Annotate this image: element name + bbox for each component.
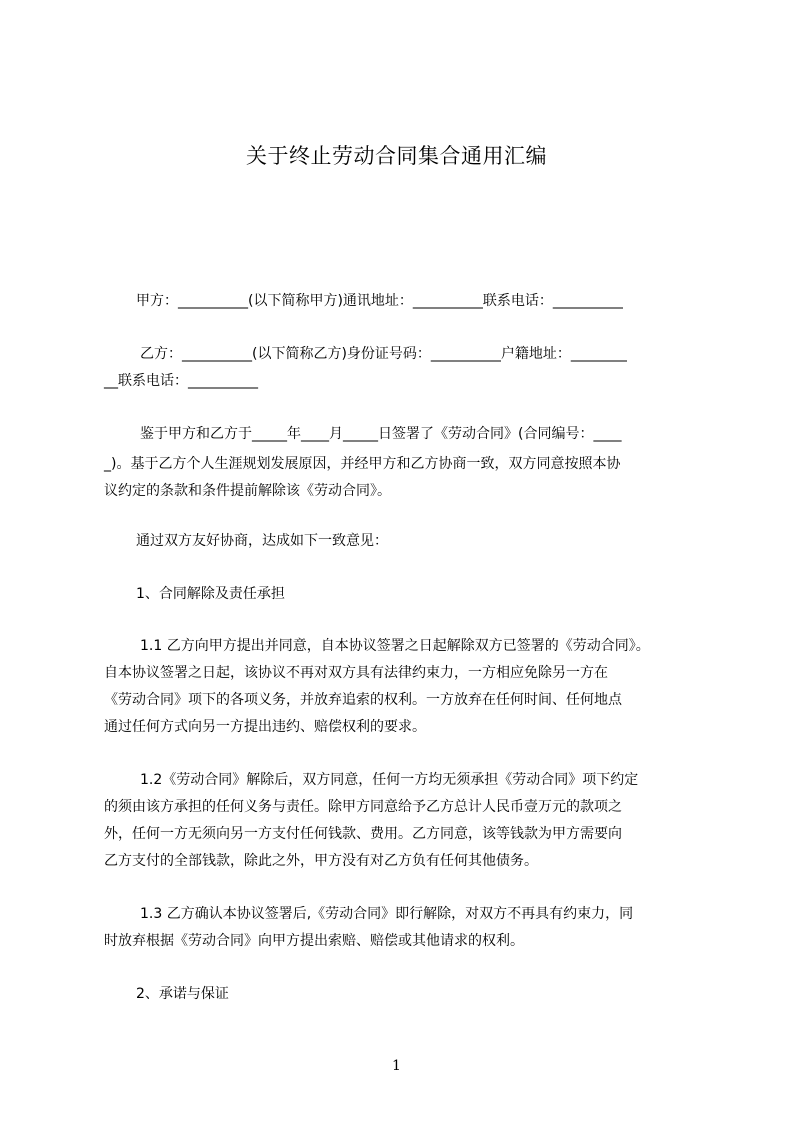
section-2-heading: 2、承诺与保证 — [136, 986, 229, 1002]
clause-1-1-line-3: 《劳动合同》项下的各项义务，并放弃追索的权利。一方放弃在任何时间、任何地点 — [104, 692, 622, 708]
clause-1-2-line-1: 1.2《劳动合同》解除后，双方同意，任何一方均无须承担《劳动合同》项下约定 — [140, 772, 639, 788]
preamble-line-3: 议约定的条款和条件提前解除该《劳动合同》。 — [104, 483, 391, 499]
section-1-heading: 1、合同解除及责任承担 — [136, 586, 285, 602]
clause-1-3-line-1: 1.3 乙方确认本协议签署后,《劳动合同》即行解除，对双方不再具有约束力，同 — [140, 906, 634, 922]
clause-1-3-line-2: 时放弃根据《劳动合同》向甲方提出索赔、赔偿或其他请求的权利。 — [104, 933, 524, 949]
clause-1-2-line-3: 外，任何一方无须向另一方支付任何钱款、费用。乙方同意，该等钱款为甲方需要向 — [104, 826, 622, 842]
party-b-line-2: __联系电话：__________ — [104, 373, 258, 389]
preamble-line-1: 鉴于甲方和乙方于_____年____月_____日签署了《劳动合同》(合同编号：____ — [140, 426, 622, 442]
page-number: 1 — [392, 1058, 401, 1074]
party-b-line-1: 乙方：__________(以下简称乙方)身份证号码：__________户籍地址：________ — [140, 346, 627, 362]
clause-1-2-line-4: 乙方支付的全部钱款，除此之外，甲方没有对乙方负有任何其他债务。 — [104, 853, 538, 869]
clause-1-2-line-2: 的须由该方承担的任何义务与责任。除甲方同意给予乙方总计人民币壹万元的款项之 — [104, 799, 622, 815]
document-title: 关于终止劳动合同集合通用汇编 — [246, 144, 547, 168]
party-a-line: 甲方：__________(以下简称甲方)通讯地址：__________联系电话：__________ — [136, 293, 623, 309]
agreement-intro: 通过双方友好协商，达成如下一致意见： — [136, 533, 388, 549]
clause-1-1-line-2: 自本协议签署之日起，该协议不再对双方具有法律约束力，一方相应免除另一方在 — [104, 665, 608, 681]
preamble-line-2: _)。基于乙方个人生涯规划发展原因，并经甲方和乙方协商一致，双方同意按照本协 — [104, 456, 621, 472]
clause-1-1-line-1: 1.1 乙方向甲方提出并同意，自本协议签署之日起解除双方已签署的《劳动合同》。 — [140, 638, 650, 654]
clause-1-1-line-4: 通过任何方式向另一方提出违约、赔偿权利的要求。 — [104, 719, 426, 735]
